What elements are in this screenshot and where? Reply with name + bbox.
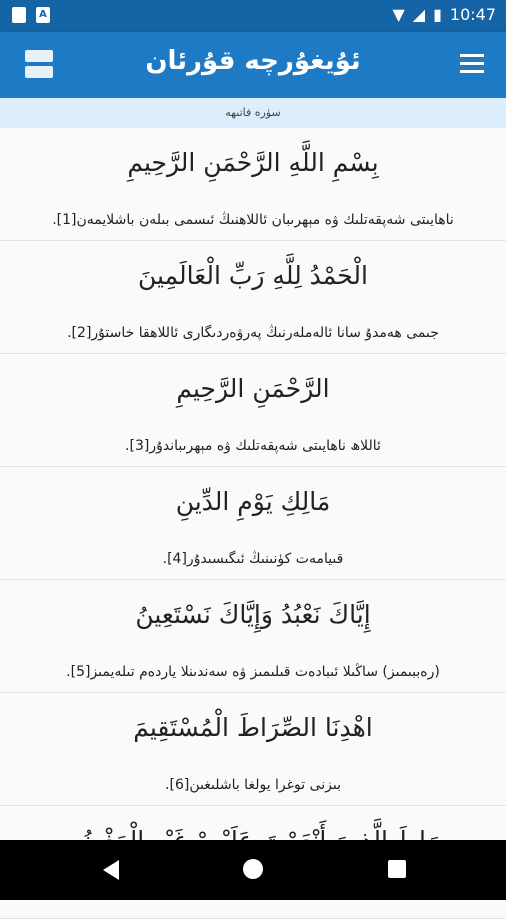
verse-arabic: إِيَّاكَ نَعْبُدُ وَإِيَّاكَ نَسْتَعِينُ [135,600,371,629]
signal-icon: ◢ [412,5,426,24]
sd-card-icon [12,7,26,23]
verse-translation: بىزنى توغرا يولغا باشلىغىن[6]. [165,777,341,793]
status-bar [0,0,506,32]
menu-icon-line [460,70,484,73]
verse-translation: قىيامەت كۈنىنىڭ ئىگىسىدۇر[4]. [162,551,344,567]
verse-translation: جىمى ھەمدۇ سانا ئالەملەرنىڭ پەرۋەردىگارى ئاللاھقا خاستۇر[2]. [67,325,439,341]
menu-button[interactable] [460,54,486,76]
verse-arabic: بِسْمِ اللَّهِ الرَّحْمَنِ الرَّحِيمِ [127,148,379,177]
home-icon[interactable] [243,859,263,879]
verse-item[interactable] [0,241,506,354]
system-nav-bar [0,840,506,900]
verse-translation: (رەببىمىز) ساڭىلا ئىبادەت قىلىمىز ۋە سەندىنلا ياردەم تىلەيمىز[5]. [66,664,440,680]
notification-a-icon: A [36,7,50,23]
app-title: ئۇيغۇرچە قۇرئان [145,46,361,76]
verse-arabic: الْحَمْدُ لِلَّهِ رَبِّ الْعَالَمِينَ [138,261,368,290]
recent-apps-icon[interactable] [388,860,406,878]
verse-list[interactable] [0,128,506,840]
verse-translation: ئاللاھ ناھايىتى شەپقەتلىك ۋە مېھرىباندۇر[3]. [125,438,381,454]
verse-arabic: مَالِكِ يَوْمِ الدِّينِ [175,487,331,516]
verse-translation: ناھايىتى شەپقەتلىك ۋە مېھرىبان ئاللاھنىڭ ئىسمى بىلەن باشلايمەن[1]. [52,212,454,228]
menu-icon-line [460,54,484,57]
surah-name: سۈرە فاتىھە [0,98,506,128]
verse-item[interactable] [0,354,506,467]
status-time: 10:47 [449,5,496,24]
verse-item[interactable] [0,128,506,241]
verse-arabic: الرَّحْمَنِ الرَّحِيمِ [176,374,330,403]
verse-item[interactable] [0,467,506,580]
menu-icon-line [460,62,484,65]
back-icon[interactable] [103,860,119,880]
app-bar [0,32,506,98]
verse-item[interactable] [0,693,506,806]
verse-arabic: اهْدِنَا الصِّرَاطَ الْمُسْتَقِيمَ [133,713,373,742]
wifi-icon: ▼ [392,5,405,24]
battery-icon: ▮ [433,5,442,24]
verse-item[interactable] [0,580,506,693]
